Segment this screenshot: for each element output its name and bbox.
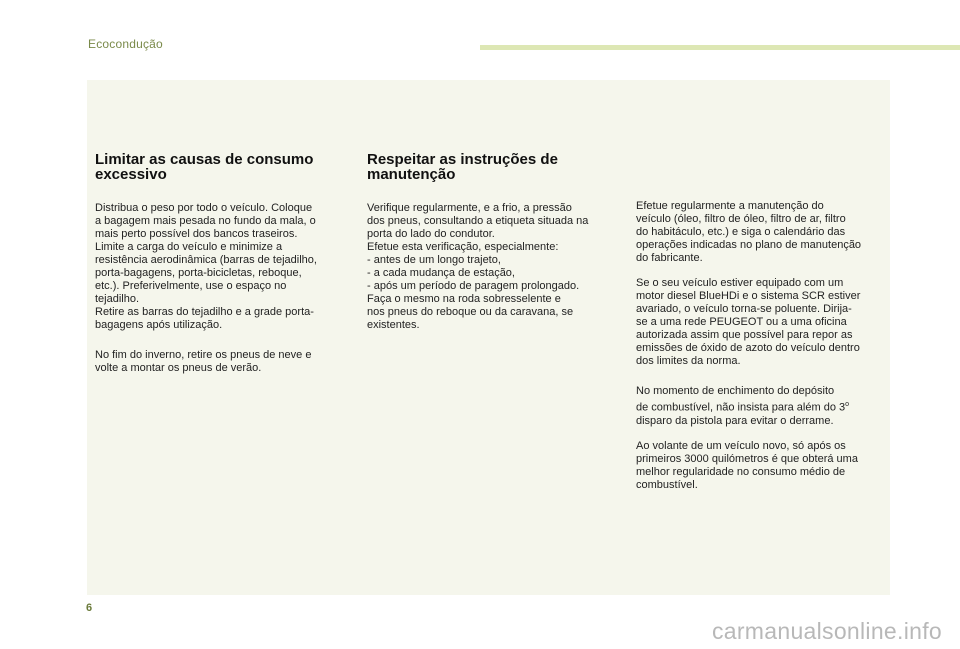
fuel-line-1: No momento de enchimento do depósito bbox=[636, 385, 835, 397]
paragraph-new-vehicle: Ao volante de um veículo novo, só após os primeiros 3000 quilómetros é que obterá uma melhor regularidade no consumo médio de combustível. bbox=[636, 439, 858, 491]
heading-maintenance-instructions: Respeitar as instruções de manutenção bbox=[367, 151, 558, 183]
watermark-text: carmanualsonline.info bbox=[711, 618, 942, 644]
fuel-line-3: disparo da pistola para evitar o derrame. bbox=[636, 414, 834, 427]
paragraph-bluehdi-scr: Se o seu veículo estiver equipado com um motor diesel BlueHDi e o sistema SCR estiver avariado, o veículo torna-se poluente. Dirija- se a uma rede PEUGEOT ou a uma oficina autorizada assim que possível para repor as emissões de óxido de azoto do veículo dentro dos limites da norma. bbox=[636, 277, 861, 367]
page-number: 6 bbox=[86, 602, 93, 614]
paragraph-regular-service: Efetue regularmente a manutenção do veículo (óleo, filtro de óleo, filtro de ar, filtro do habitáculo, etc.) e siga o calendário das operações indicadas no plano de manutenção do fabricante. bbox=[636, 200, 862, 264]
paragraph-weight-distribution: Distribua o peso por todo o veículo. Coloque a bagagem mais pesada no fundo da mala, o mais perto possível dos bancos traseiros. Limite a carga do veículo e minimize a resistência aerodinâmica (barras de tejadilho, porta-bagagens, porta-bicicletas, reboque, etc.). Preferivelmente, use o espaço no tejadilho. Retire as barras do tejadilho e a grade porta- bagagens após utilização. bbox=[95, 202, 317, 331]
header-accent-bar bbox=[480, 45, 960, 50]
fuel-line-2: de combustível, não insista para além do 3 bbox=[636, 401, 846, 414]
column-maintenance-continued bbox=[636, 200, 886, 492]
paragraph-fuel-filling bbox=[636, 385, 886, 428]
paragraph-tyre-pressure: Verifique regularmente, e a frio, a pressão dos pneus, consultando a etiqueta situada na porta do lado do condutor. Efetue esta verificação, especialmente: - antes de um longo trajeto, - a cada mudança de estação, - após um período de paragem prolongado. Faça o mesmo na roda sobresselente e nos pneus do reboque ou da caravana, se existentes. bbox=[367, 202, 589, 331]
column-consumption bbox=[95, 152, 345, 375]
column-maintenance bbox=[367, 152, 617, 332]
paragraph-winter-tyres: No fim do inverno, retire os pneus de neve e volte a montar os pneus de verão. bbox=[95, 349, 312, 374]
section-title: Ecocondução bbox=[88, 37, 163, 51]
heading-excess-consumption: Limitar as causas de consumo excessivo bbox=[95, 151, 314, 183]
ordinal-superscript: o bbox=[845, 401, 850, 408]
